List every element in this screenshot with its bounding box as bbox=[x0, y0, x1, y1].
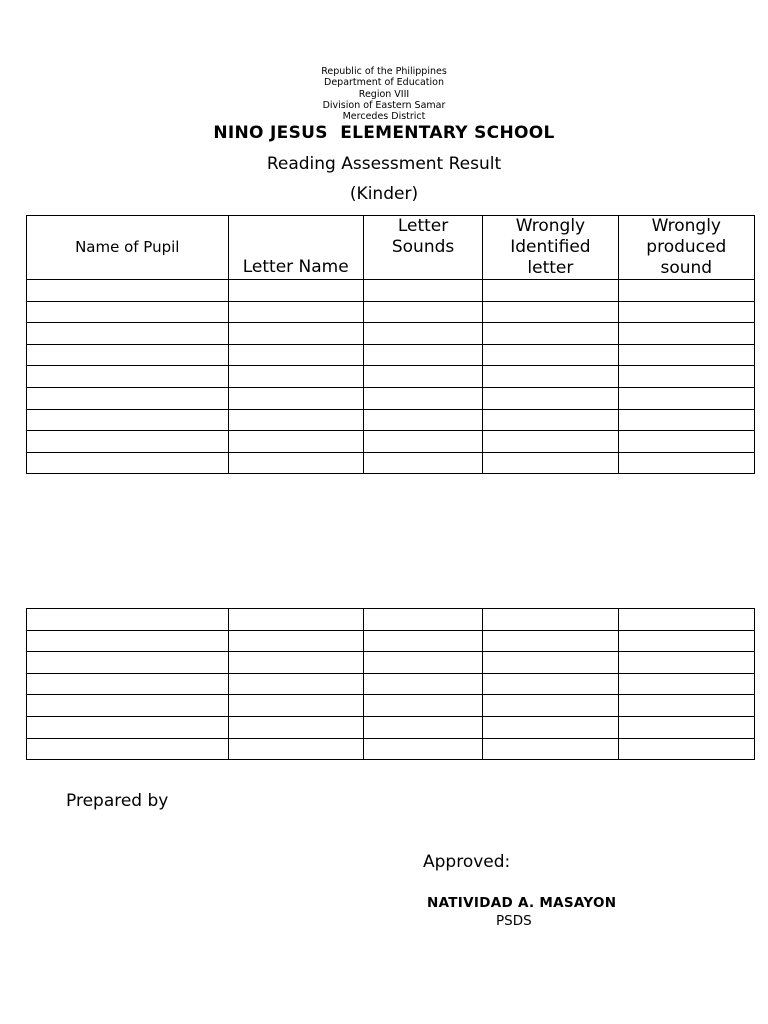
table-cell[interactable] bbox=[618, 366, 754, 388]
table-cell[interactable] bbox=[618, 301, 754, 323]
table-row bbox=[27, 323, 755, 345]
table-row bbox=[27, 738, 755, 760]
school-name: NINO JESUS ELEMENTARY SCHOOL bbox=[213, 123, 555, 143]
table-cell[interactable] bbox=[483, 344, 618, 366]
table-cell[interactable] bbox=[618, 695, 754, 717]
table-row bbox=[27, 431, 755, 453]
table-cell[interactable] bbox=[363, 738, 482, 760]
table-row bbox=[27, 716, 755, 738]
column-header-name-of-pupil: Name of Pupil bbox=[27, 216, 229, 280]
table-cell[interactable] bbox=[618, 431, 754, 453]
table-cell[interactable] bbox=[363, 409, 482, 431]
table-cell[interactable] bbox=[618, 387, 754, 409]
table-cell[interactable] bbox=[27, 431, 229, 453]
table-cell[interactable] bbox=[618, 673, 754, 695]
table-cell[interactable] bbox=[228, 452, 363, 474]
table-cell[interactable] bbox=[27, 452, 229, 474]
table-row bbox=[27, 280, 755, 302]
table-cell[interactable] bbox=[618, 452, 754, 474]
table-cell[interactable] bbox=[483, 609, 618, 631]
table-row bbox=[27, 344, 755, 366]
table-cell[interactable] bbox=[228, 323, 363, 345]
table-cell[interactable] bbox=[27, 673, 229, 695]
table-cell[interactable] bbox=[363, 280, 482, 302]
table-cell[interactable] bbox=[363, 301, 482, 323]
header-division: Division of Eastern Samar bbox=[322, 100, 446, 111]
table-cell[interactable] bbox=[483, 323, 618, 345]
table-cell[interactable] bbox=[27, 280, 229, 302]
table-cell[interactable] bbox=[363, 431, 482, 453]
table-cell[interactable] bbox=[27, 695, 229, 717]
table-cell[interactable] bbox=[27, 366, 229, 388]
table-cell[interactable] bbox=[228, 366, 363, 388]
table-row bbox=[27, 409, 755, 431]
table-row bbox=[27, 609, 755, 631]
table-cell[interactable] bbox=[363, 609, 482, 631]
table-cell[interactable] bbox=[228, 652, 363, 674]
grade-level: (Kinder) bbox=[349, 184, 419, 204]
table-cell[interactable] bbox=[618, 652, 754, 674]
table-cell[interactable] bbox=[363, 716, 482, 738]
table-cell[interactable] bbox=[618, 630, 754, 652]
table-cell[interactable] bbox=[483, 716, 618, 738]
table-cell[interactable] bbox=[228, 716, 363, 738]
document-title: Reading Assessment Result bbox=[266, 154, 502, 174]
table-cell[interactable] bbox=[27, 609, 229, 631]
signatory-name: NATIVIDAD A. MASAYON bbox=[427, 895, 617, 911]
table-cell[interactable] bbox=[363, 387, 482, 409]
table-cell[interactable] bbox=[363, 323, 482, 345]
column-header-letter-name: Letter Name bbox=[228, 216, 363, 280]
assessment-table-1 bbox=[26, 215, 755, 474]
column-header-wrongly-produced-sound: Wrongly produced sound bbox=[618, 216, 754, 280]
table-cell[interactable] bbox=[483, 366, 618, 388]
table-cell[interactable] bbox=[363, 673, 482, 695]
table-cell[interactable] bbox=[363, 695, 482, 717]
table-cell[interactable] bbox=[27, 323, 229, 345]
table-cell[interactable] bbox=[618, 280, 754, 302]
table-cell[interactable] bbox=[483, 452, 618, 474]
table-cell[interactable] bbox=[618, 409, 754, 431]
table-cell[interactable] bbox=[483, 630, 618, 652]
table-cell[interactable] bbox=[27, 387, 229, 409]
table-cell[interactable] bbox=[363, 452, 482, 474]
table-cell[interactable] bbox=[228, 609, 363, 631]
table-row bbox=[27, 387, 755, 409]
table-cell[interactable] bbox=[27, 630, 229, 652]
table-cell[interactable] bbox=[228, 431, 363, 453]
table-cell[interactable] bbox=[483, 673, 618, 695]
table-cell[interactable] bbox=[27, 652, 229, 674]
table-cell[interactable] bbox=[363, 652, 482, 674]
table-cell[interactable] bbox=[228, 630, 363, 652]
table-cell[interactable] bbox=[483, 695, 618, 717]
signatory-title: PSDS bbox=[496, 913, 532, 929]
table-cell[interactable] bbox=[228, 301, 363, 323]
table-cell[interactable] bbox=[228, 673, 363, 695]
table-cell[interactable] bbox=[27, 716, 229, 738]
table-cell[interactable] bbox=[363, 630, 482, 652]
assessment-table-2 bbox=[26, 608, 755, 760]
table-header-row bbox=[27, 216, 755, 280]
table-cell[interactable] bbox=[228, 738, 363, 760]
table-cell[interactable] bbox=[483, 409, 618, 431]
table-cell[interactable] bbox=[618, 716, 754, 738]
table-row bbox=[27, 695, 755, 717]
table-cell[interactable] bbox=[618, 738, 754, 760]
column-header-letter-sounds: Letter Sounds bbox=[363, 216, 482, 280]
table-cell[interactable] bbox=[618, 344, 754, 366]
header-region: Region VIII bbox=[358, 89, 410, 100]
header-republic: Republic of the Philippines bbox=[321, 66, 447, 77]
prepared-by-label: Prepared by bbox=[66, 791, 169, 811]
table-cell[interactable] bbox=[483, 387, 618, 409]
table-cell[interactable] bbox=[483, 738, 618, 760]
table-cell[interactable] bbox=[228, 344, 363, 366]
table-row bbox=[27, 366, 755, 388]
table-row bbox=[27, 301, 755, 323]
table-cell[interactable] bbox=[228, 695, 363, 717]
table-cell[interactable] bbox=[483, 301, 618, 323]
table-cell[interactable] bbox=[27, 738, 229, 760]
table-cell[interactable] bbox=[618, 323, 754, 345]
header-department: Department of Education bbox=[324, 77, 444, 88]
table-row bbox=[27, 652, 755, 674]
table-cell[interactable] bbox=[618, 609, 754, 631]
table-cell[interactable] bbox=[27, 344, 229, 366]
table-row bbox=[27, 630, 755, 652]
table-cell[interactable] bbox=[228, 387, 363, 409]
table-row bbox=[27, 452, 755, 474]
table-cell[interactable] bbox=[483, 652, 618, 674]
column-header-wrongly-identified-letter: Wrongly Identified letter bbox=[483, 216, 618, 280]
table-cell[interactable] bbox=[363, 344, 482, 366]
table-cell[interactable] bbox=[483, 431, 618, 453]
table-cell[interactable] bbox=[228, 280, 363, 302]
table-cell[interactable] bbox=[27, 409, 229, 431]
table-cell[interactable] bbox=[363, 366, 482, 388]
approved-label: Approved: bbox=[423, 852, 511, 872]
table-cell[interactable] bbox=[27, 301, 229, 323]
table-cell[interactable] bbox=[228, 409, 363, 431]
table-cell[interactable] bbox=[483, 280, 618, 302]
table-row bbox=[27, 673, 755, 695]
header-district: Mercedes District bbox=[342, 111, 426, 122]
